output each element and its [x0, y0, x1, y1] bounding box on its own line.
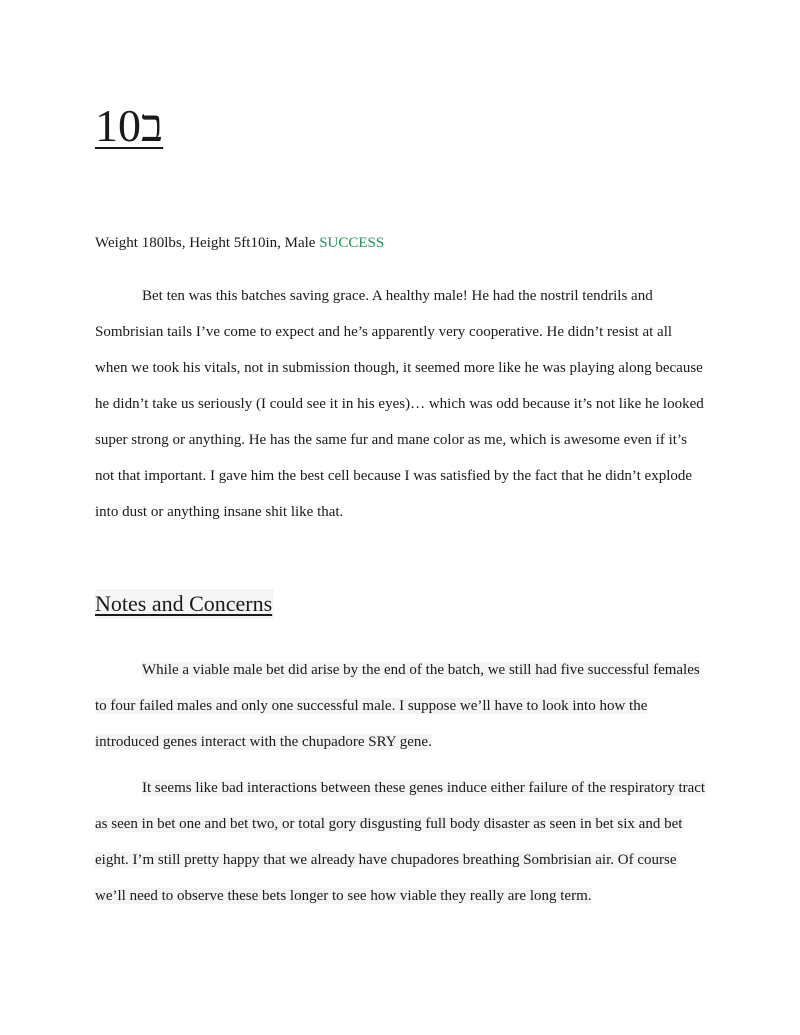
notes-paragraph-2-text: It seems like bad interactions between these genes induce either failure of the respiratory tract as seen in bet one and bet two, or total gory disgusting full body disaster as seen in bet six and bet eight. I’m still pretty happy that we already have chupadores breathing Sombrisian air. Of course we’ll need to observe these bets longer to see how viable they really are long term.: [95, 780, 706, 904]
section-heading: Notes and Concerns: [95, 589, 274, 619]
notes-paragraph-1-text: While a viable male bet did arise by the end of the batch, we still had five successful females to four failed males and only one successful male. I suppose we’ll have to look into how the introduced genes interact with the chupadore SRY gene.: [95, 662, 700, 750]
notes-paragraph-2: [95, 770, 707, 914]
stats-text: Weight 180lbs, Height 5ft10in, Male: [95, 235, 320, 251]
page-title: ב10: [95, 100, 164, 151]
status-badge: SUCCESS: [319, 235, 385, 251]
specimen-stats: [95, 233, 384, 253]
notes-paragraph-1: [95, 652, 707, 760]
description-paragraph: Bet ten was this batches saving grace. A healthy male! He had the nostril tendrils and Sombrisian tails I’ve come to expect and he’s apparently very cooperative. He didn’t resist at all when we took his vitals, not in submission though, it seemed more like he was playing along because he didn’t take us seriously (I could see it in his eyes)… which was odd because it’s not like he looked super strong or anything. He has the same fur and mane color as me, which is awesome even if it’s not that important. I gave him the best cell because I was satisfied by the fact that he didn’t explode into dust or anything insane shit like that.: [95, 288, 704, 520]
